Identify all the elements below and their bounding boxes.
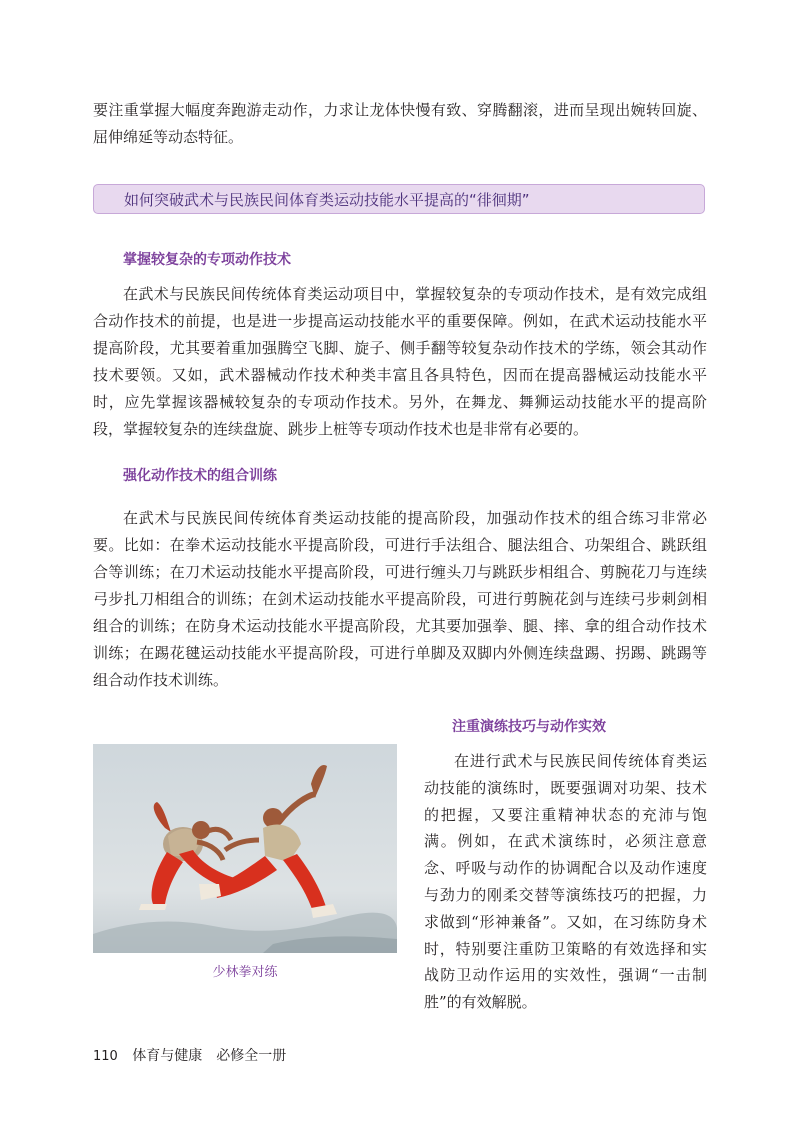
- section-body-techniques: 在武术与民族民间传统体育类运动项目中，掌握较复杂的专项动作技术，是有效完成组合动作技术的前提，也是进一步提高运动技能水平的重要保障。例如，在武术运动技能水平提高阶段，尤其要着重加强腾空飞脚、旋子、侧手翻等较复杂动作技术的学练，领会其动作技术要领。又如，武术器械动作技术种类丰富且各具特色，因而在提高器械运动技能水平时，应先掌握该器械较复杂的专项动作技术。另外，在舞龙、舞狮运动技能水平的提高阶段，掌握较复杂的连续盘旋、跳步上桩等专项动作技术也是非常有必要的。: [93, 285, 707, 438]
- intro-paragraph: 要注重掌握大幅度奔跑游走动作，力求让龙体快慢有致、穿腾翻滚，进而呈现出婉转回旋、屈伸绵延等动态特征。: [93, 101, 707, 146]
- page-number: 110: [93, 1049, 118, 1064]
- banner-title: 如何突破武术与民族民间体育类运动技能水平提高的“徘徊期”: [124, 191, 530, 209]
- section-heading-performance: 注重演练技巧与动作实效: [452, 719, 606, 735]
- page-footer: [93, 1045, 286, 1065]
- shaolin-sparring-photo: [93, 744, 397, 953]
- section-body-performance: 在进行武术与民族民间传统体育类运动技能的演练时，既要强调对功架、技术的把握，又要注重精神状态的充沛与饱满。例如，在武术演练时，必须注意意念、呼吸与动作的协调配合以及动作速度与劲力的刚柔交替等演练技巧的把握，力求做到“形神兼备”。又如，在习练防身术时，特别要注重防卫策略的有效选择和实战防卫动作运用的实效性，强调“一击制胜”的有效解脱。: [424, 752, 707, 1012]
- book-title: 体育与健康 必修全一册: [132, 1048, 287, 1064]
- section-heading-techniques: 掌握较复杂的专项动作技术: [123, 252, 291, 268]
- section-banner: [93, 184, 705, 214]
- section-heading-combination: 强化动作技术的组合训练: [123, 468, 277, 484]
- photo-caption: 少林拳对练: [212, 965, 278, 980]
- photo-illustration: [93, 744, 397, 953]
- section-body-combination: 在武术与民族民间传统体育类运动技能的提高阶段，加强动作技术的组合练习非常必要。比如：在拳术运动技能水平提高阶段，可进行手法组合、腿法组合、功架组合、跳跃组合等训练；在刀术运动技能水平提高阶段，可进行缠头刀与跳跃步相组合、剪腕花刀与连续弓步扎刀相组合的训练；在剑术运动技能水平提高阶段，可进行剪腕花剑与连续弓步刺剑相组合的训练；在防身术运动技能水平提高阶段，尤其要加强拳、腿、摔、拿的组合动作技术训练；在踢花毽运动技能水平提高阶段，可进行单脚及双脚内外侧连续盘踢、拐踢、跳踢等组合动作技术训练。: [93, 509, 707, 689]
